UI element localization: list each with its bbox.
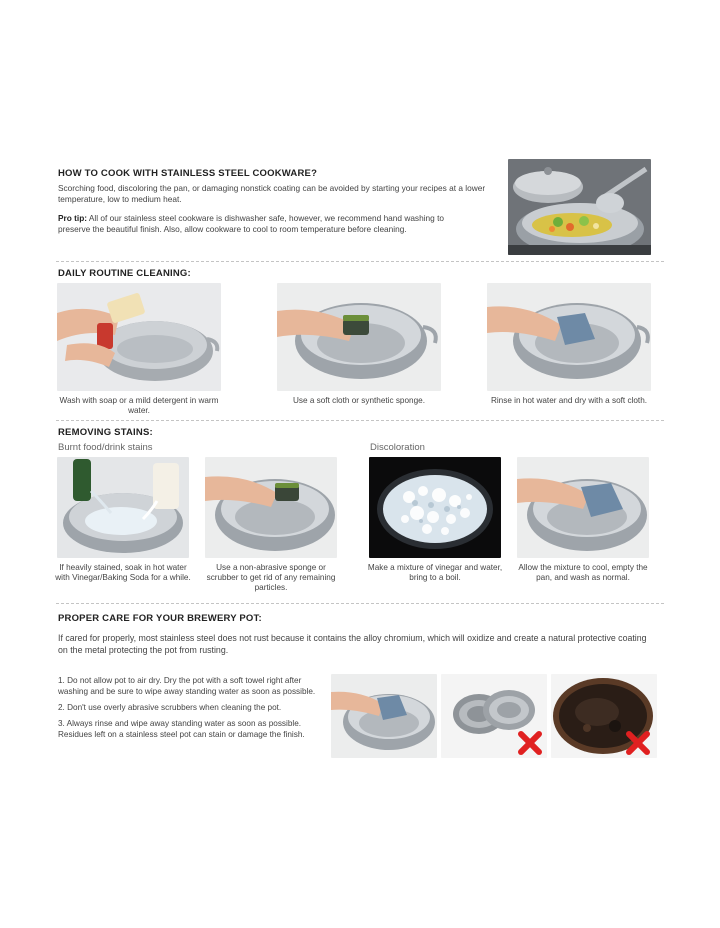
care-item-3: 3. Always rinse and wipe away standing water as soon as possible. Residues left on a stainless steel pot can stain or damage the finish.	[58, 719, 305, 739]
care-title: PROPER CARE FOR YOUR BREWERY POT:	[58, 613, 262, 624]
damaged-pan-photo	[551, 674, 657, 758]
wok-cooking-photo	[508, 159, 651, 255]
cool-wash-photo	[517, 457, 649, 558]
boiling-mixture-photo	[369, 457, 501, 558]
stains-caption-3: Make a mixture of vinegar and water, bring to a boil.	[367, 563, 503, 582]
daily-title: DAILY ROUTINE CLEANING:	[58, 268, 191, 279]
daily-caption-1: Wash with soap or a mild detergent in warm water.	[59, 396, 219, 415]
stains-title: REMOVING STAINS:	[58, 427, 153, 438]
divider-3	[56, 603, 664, 604]
divider-1	[56, 261, 664, 262]
pro-tip	[58, 213, 478, 234]
steel-scrubbers-photo	[441, 674, 547, 758]
soft-cloth-photo	[277, 283, 441, 391]
discolor-label: Discoloration	[370, 442, 425, 453]
intro-body: Scorching food, discoloring the pan, or damaging nonstick coating can be avoided by starting your recipes at a lower temperature, low to medium heat.	[58, 183, 486, 204]
stains-caption-4: Allow the mixture to cool, empty the pan, and wash as normal.	[518, 563, 648, 582]
care-item-2: 2. Don't use overly abrasive scrubbers when cleaning the pot.	[58, 703, 282, 712]
care-intro: If cared for properly, most stainless steel does not rust because it contains the alloy chromium, which will oxidize and create a natural protective coating on the metal protecting the pot from rusting.	[58, 633, 647, 655]
rinse-dry-photo	[487, 283, 651, 391]
pro-tip-label: Pro tip:	[58, 213, 88, 223]
stains-caption-1: If heavily stained, soak in hot water with Vinegar/Baking Soda for a while.	[55, 563, 191, 582]
pro-tip-text: All of our stainless steel cookware is dishwasher safe, however, we recommend hand washing to preserve the beautiful finish. Also, allow cookware to cool to room temperature before cleaning.	[58, 213, 444, 234]
burnt-label: Burnt food/drink stains	[58, 442, 153, 453]
non-abrasive-sponge-photo	[205, 457, 337, 558]
soak-vinegar-photo	[57, 457, 189, 558]
care-list	[58, 675, 328, 745]
daily-caption-2: Use a soft cloth or synthetic sponge.	[293, 396, 425, 405]
divider-2	[56, 420, 664, 421]
intro-title: HOW TO COOK WITH STAINLESS STEEL COOKWARE?	[58, 168, 318, 179]
wash-soap-photo	[57, 283, 221, 391]
stains-caption-2: Use a non-abrasive sponge or scrubber to get rid of any remaining particles.	[206, 563, 336, 592]
care-item-1: 1. Do not allow pot to air dry. Dry the pot with a soft towel right after washing and be sure to wipe away standing water as soon as possible.	[58, 676, 316, 696]
towel-dry-photo	[331, 674, 437, 758]
daily-caption-3: Rinse in hot water and dry with a soft cloth.	[490, 396, 648, 405]
